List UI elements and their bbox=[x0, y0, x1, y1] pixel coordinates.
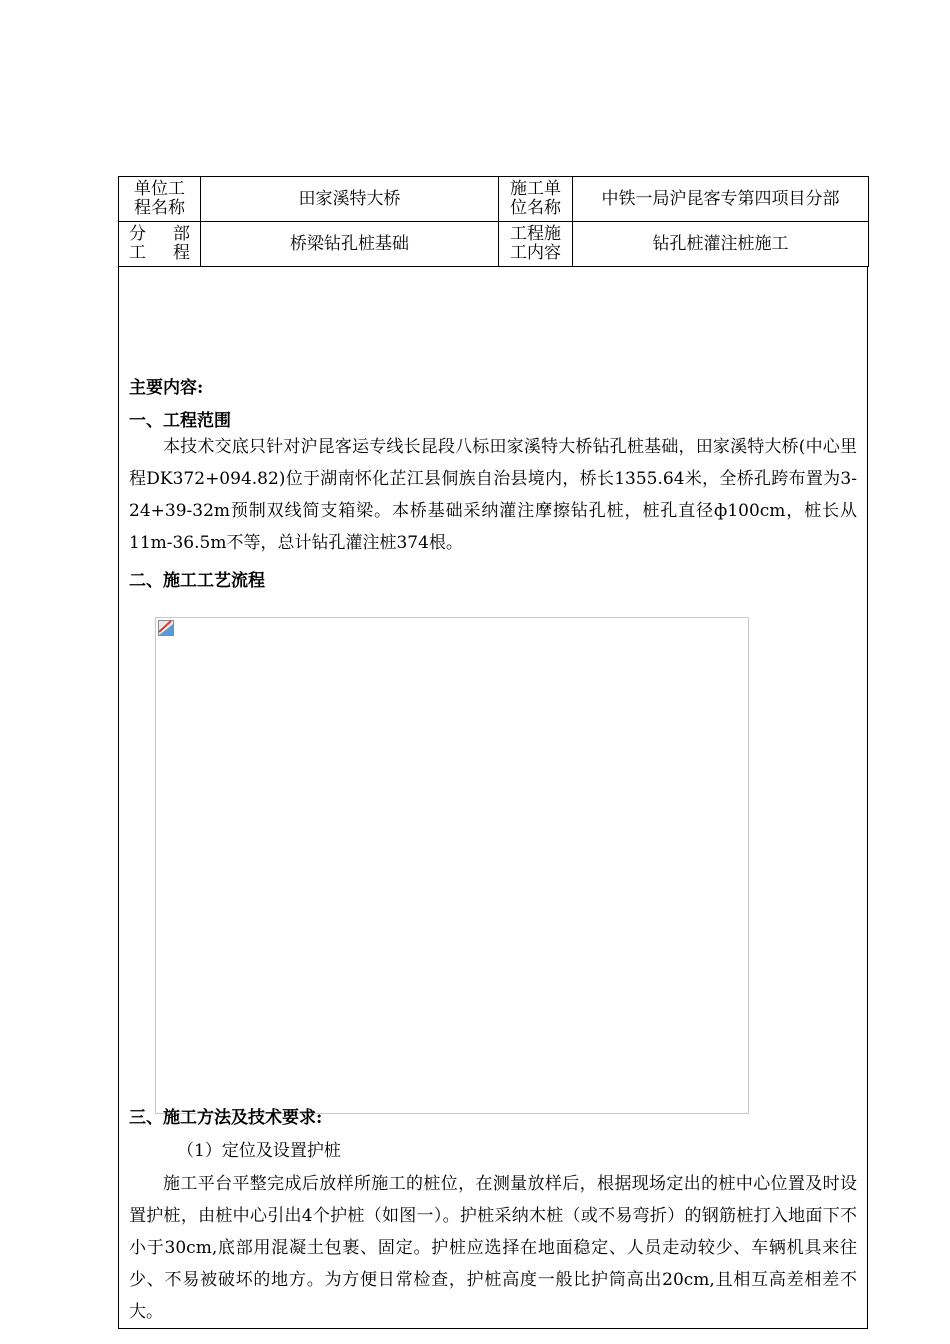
unit-project-name-label: 单位工程名称 bbox=[119, 177, 201, 222]
content-cell bbox=[118, 267, 868, 1329]
header-row-1 bbox=[119, 177, 869, 222]
construction-unit-label: 施工单位名称 bbox=[499, 177, 573, 222]
sub-project-value: 桥梁钻孔桩基础 bbox=[201, 222, 499, 267]
construction-content-label: 工程施工内容 bbox=[499, 222, 573, 267]
header-table bbox=[118, 176, 869, 267]
section-3-title: 三、施工方法及技术要求: bbox=[129, 1108, 323, 1128]
subsection-1-title: （1）定位及设置护桩 bbox=[177, 1141, 341, 1161]
main-content-heading: 主要内容: bbox=[129, 378, 204, 398]
construction-content-value: 钻孔桩灌注桩施工 bbox=[573, 222, 869, 267]
section-2-title: 二、施工工艺流程 bbox=[129, 571, 265, 591]
technical-briefing-sheet bbox=[118, 176, 868, 1329]
sub-project-label: 分 部 工 程 bbox=[119, 222, 201, 267]
section-1-title: 一、工程范围 bbox=[129, 411, 231, 431]
broken-image-icon bbox=[158, 620, 174, 636]
process-flow-figure bbox=[155, 617, 749, 1114]
section-1-text: 本技术交底只针对沪昆客运专线长昆段八标田家溪特大桥钻孔桩基础，田家溪特大桥(中心里程DK372+094.82)位于湖南怀化芷江县侗族自治县境内，桥长1355.64米，全桥孔跨布置为3-24+39-32m预制双线简支箱梁。本桥基础采纳灌注摩擦钻孔桩，桩孔直径ф100cm，桩长从11m-36.5m不等，总计钻孔灌注桩374根。 bbox=[129, 437, 857, 553]
header-row-2 bbox=[119, 222, 869, 267]
unit-project-name-value: 田家溪特大桥 bbox=[201, 177, 499, 222]
construction-unit-value: 中铁一局沪昆客专第四项目分部 bbox=[573, 177, 869, 222]
subsection-1-text: 施工平台平整完成后放样所施工的桩位，在测量放样后，根据现场定出的桩中心位置及时设置护桩，由桩中心引出4个护桩（如图一）。护桩采纳木桩（或不易弯折）的钢筋桩打入地面下不小于30cm,底部用混凝土包裹、固定。护桩应选择在地面稳定、人员走动较少、车辆机具来往少、不易被破坏的地方。为方便日常检查，护桩高度一般比护筒高出20cm,且相互高差相差不大。 bbox=[129, 1174, 857, 1322]
